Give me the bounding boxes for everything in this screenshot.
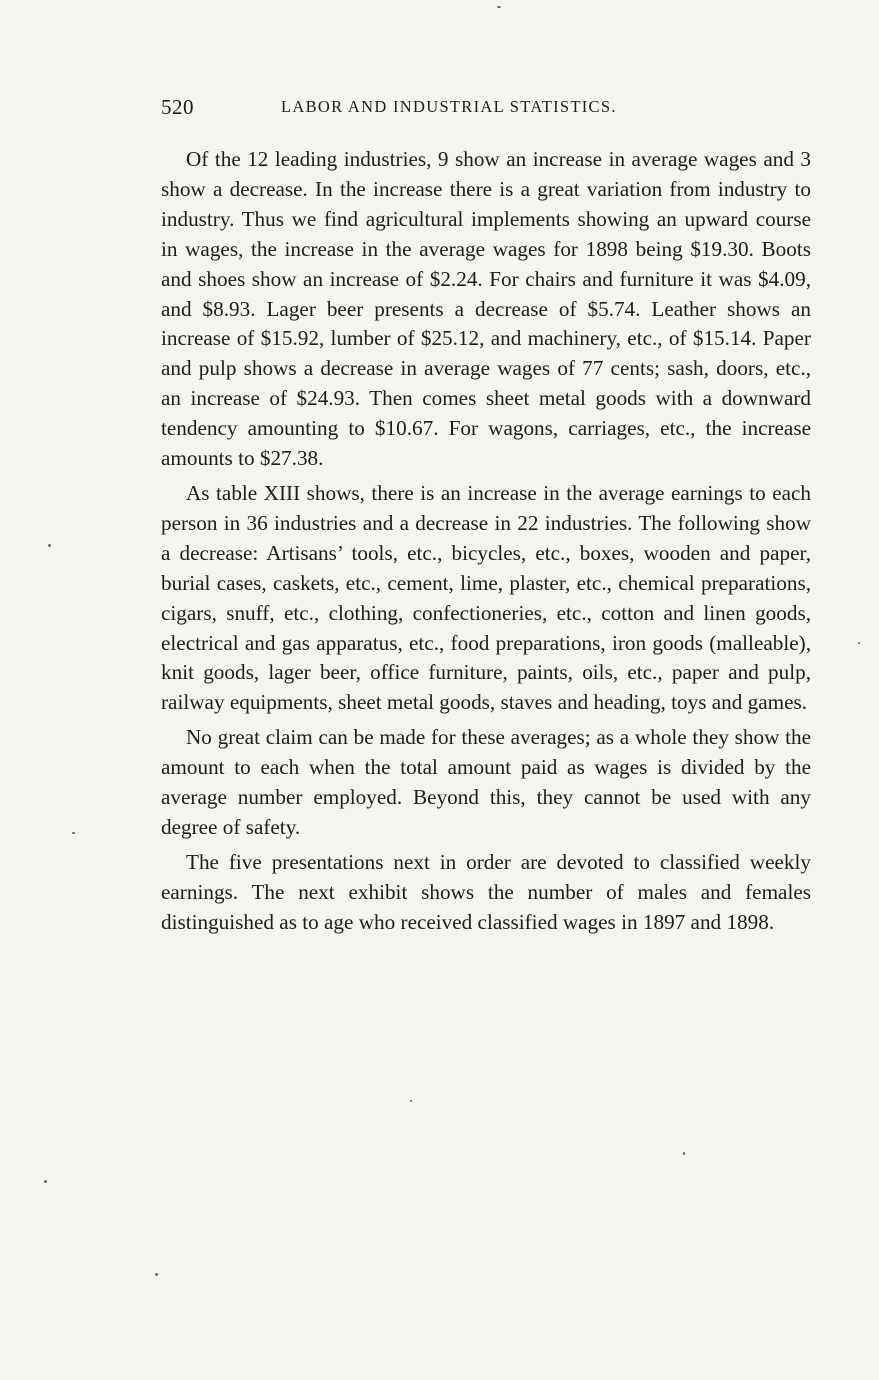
body-text (161, 145, 811, 943)
paragraph-averages-caveat: No great claim can be made for these averages; as a whole they show the amount to each when the total amount paid as wages is divided by the average number employed. Beyond this, they cannot be used with any degree of safety. (161, 725, 811, 839)
running-head: LABOR AND INDUSTRIAL STATISTICS. (281, 97, 617, 116)
page-header (161, 92, 811, 122)
scan-speck (48, 544, 51, 547)
scan-speck (155, 1273, 158, 1276)
scan-speck (72, 832, 75, 834)
scan-speck (497, 6, 501, 8)
scan-speck (858, 642, 860, 644)
scan-speck (683, 1152, 685, 1155)
page-number: 520 (161, 95, 194, 119)
paragraph-weekly-earnings: The five presentations next in order are devoted to classified weekly earnings. The next exhibit shows the number of males and females distinguished as to age who received classified wages in 1897 and 1898. (161, 849, 811, 934)
scan-speck (410, 1100, 412, 1102)
paragraph-wage-changes: Of the 12 leading industries, 9 show an increase in average wages and 3 show a decrease. In the increase there is a great variation from industry to industry. Thus we find agricultural implements showing an upward course in wages, the increase in the average wages for 1898 being $19.30. Boots and shoes show an increase of $2.24. For chairs and furniture it was $4.09, and $8.93. Lager beer presents a decrease of $5.74. Leather shows an increase of $15.92, lumber of $25.12, and machinery, etc., of $15.14. Paper and pulp shows a decrease in average wages of 77 cents; sash, doors, etc., an increase of $24.93. Then comes sheet metal goods with a downward tendency amounting to $10.67. For wagons, carriages, etc., the increase amounts to $27.38. (161, 147, 811, 471)
paragraph-table-xiii: As table XIII shows, there is an increase in the average earnings to each person in 36 industries and a decrease in 22 industries. The following show a decrease: Artisans’ tools, etc., bicycles, etc., boxes, wooden and paper, burial cases, caskets, etc., cement, lime, plaster, etc., chemical preparations, cigars, snuff, etc., clothing, confectioneries, etc., cotton and linen goods, electrical and gas apparatus, etc., food preparations, iron goods (malleable), knit goods, lager beer, office furniture, paints, oils, etc., paper and pulp, railway equipments, sheet metal goods, staves and heading, toys and games. (161, 480, 811, 715)
scan-speck (44, 1180, 47, 1183)
